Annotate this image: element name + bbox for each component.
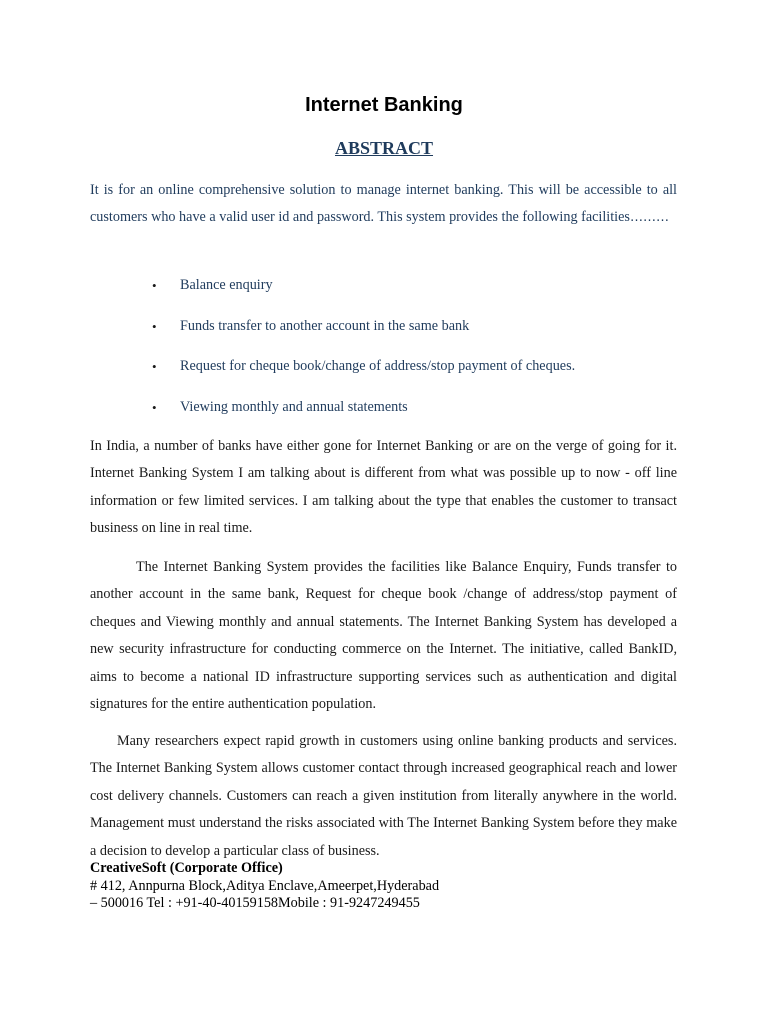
list-item-text: Viewing monthly and annual statements: [180, 398, 408, 415]
footer-address-line-2: – 500016 Tel : +91-40-40159158Mobile : 91-9247249455: [90, 895, 420, 911]
facilities-list: [152, 272, 575, 434]
list-item: [152, 394, 575, 435]
bullet-icon: •: [152, 399, 157, 415]
list-item: [152, 272, 575, 313]
bullet-icon: •: [152, 318, 157, 334]
footer-address-line-1: # 412, Annpurna Block,Aditya Enclave,Ameerpet,Hyderabad: [90, 877, 440, 894]
abstract-heading: ABSTRACT: [334, 138, 434, 158]
bullet-icon: •: [152, 278, 157, 293]
paragraph-researchers: Many researchers expect rapid growth in customers using online banking products and services. The Internet Banking System allows customer contact through increased geographical reach and lower cost delivery channels. Customers can reach a given institution from literally anywhere in the world. Management must understand the risks associated with The Internet Banking System before they make a decision to develop a particular class of business.: [90, 733, 677, 859]
list-item: [152, 313, 575, 354]
list-item: [152, 353, 575, 394]
paragraph-system-facilities: The Internet Banking System provides the facilities like Balance Enquiry, Funds transfer to another account in the same bank, Request for cheque book /change of address/stop payment of cheques and Viewing monthly and annual statements. The Internet Banking System has developed a new security infrastructure for conducting commerce on the Internet. The initiative, called BankID, aims to become a national ID infrastructure supporting services such as authentication and digital signatures for the entire authentication population.: [90, 559, 677, 713]
paragraph-india: In India, a number of banks have either gone for Internet Banking or are on the verge of going for it. Internet Banking System I am talking about is different from what was possible up to now - off line information or few limited services. I am talking about the type that enables the customer to transact business on line in real time.: [90, 438, 677, 537]
intro-text: It is for an online comprehensive solution to manage internet banking. This will be accessible to all customers who have a valid user id and password. This system provides the following facilities: [90, 182, 677, 226]
document-title: Internet Banking: [305, 94, 463, 116]
intro-paragraph: [90, 177, 677, 232]
list-item-text: Balance enquiry: [180, 277, 273, 293]
footer-company: CreativeSoft (Corporate Office): [90, 860, 283, 876]
footer: [90, 860, 690, 913]
bullet-icon: •: [152, 359, 157, 375]
list-item-text: Request for cheque book/change of address/stop payment of cheques.: [180, 358, 576, 375]
intro-trailing-dots: ………: [629, 210, 669, 226]
list-item-text: Funds transfer to another account in the same bank: [180, 317, 470, 334]
